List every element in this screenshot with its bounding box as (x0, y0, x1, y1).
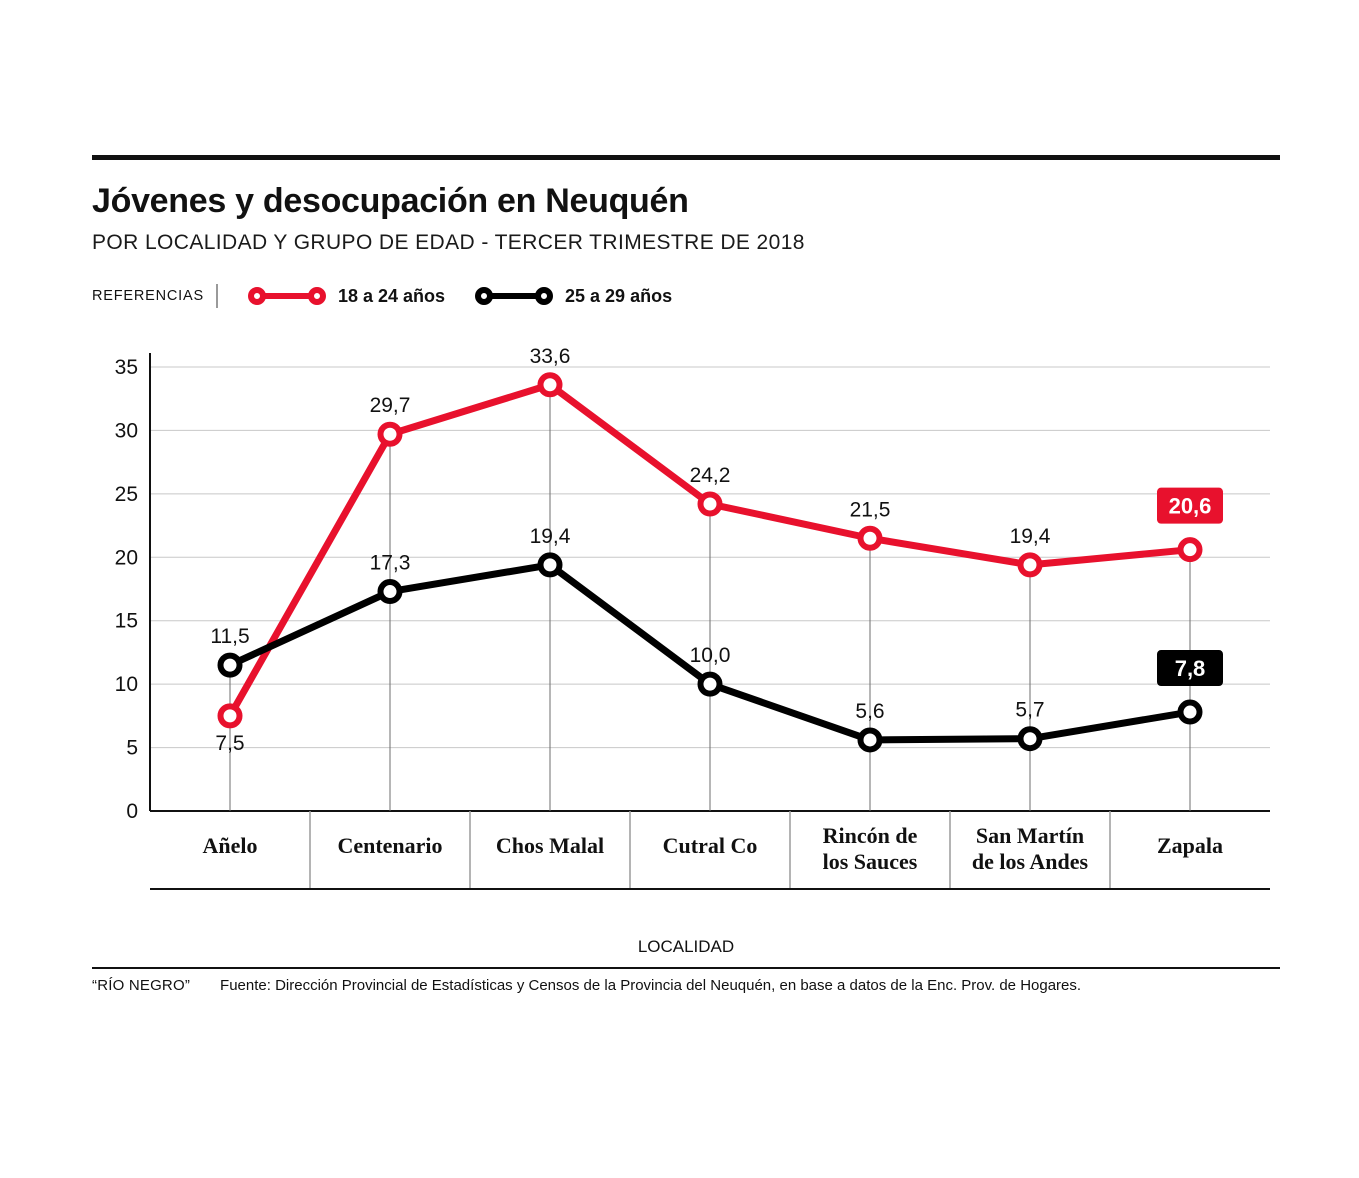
data-point (1181, 540, 1200, 559)
legend-marker-red-icon (248, 285, 326, 307)
data-point (1021, 555, 1040, 574)
data-label: 19,4 (529, 524, 571, 548)
top-divider (92, 155, 1280, 160)
data-point (701, 675, 720, 694)
data-point (1021, 729, 1040, 748)
y-axis-tick-label: 0 (126, 800, 138, 823)
data-label: 10,0 (689, 644, 731, 668)
data-label: 17,3 (369, 551, 411, 575)
data-label: 11,5 (210, 625, 250, 649)
y-axis-tick-label: 25 (114, 482, 138, 506)
x-axis-category-label: Añelo (202, 833, 258, 858)
x-axis-category-label: San Martín (975, 823, 1085, 848)
data-label: 20,6 (1168, 493, 1212, 519)
footer-divider (92, 967, 1280, 969)
data-point (381, 425, 400, 444)
data-point (221, 656, 240, 675)
x-axis-category-label: Chos Malal (495, 833, 605, 858)
data-point (541, 555, 560, 574)
plot-area (92, 331, 1280, 931)
legend-caption: REFERENCIAS (92, 284, 218, 308)
x-axis-category-label: Cutral Co (662, 833, 758, 858)
footer-source: Fuente: Dirección Provincial de Estadísticas y Censos de la Provincia del Neuquén, en base a datos de la Enc. Prov. de Hogares. (220, 977, 1082, 994)
data-point (861, 730, 880, 749)
x-axis-category-label: de los Andes (971, 849, 1089, 874)
x-axis-title: LOCALIDAD (637, 937, 735, 956)
x-axis-category-label: Rincón de (822, 823, 918, 848)
data-label: 24,2 (689, 464, 731, 488)
data-label: 33,6 (529, 344, 571, 368)
data-point (861, 529, 880, 548)
data-point (701, 495, 720, 514)
data-point (1181, 703, 1200, 722)
page-subtitle: POR LOCALIDAD Y GRUPO DE EDAD - TERCER TRIMESTRE DE 2018 (92, 231, 805, 254)
y-axis-tick-label: 20 (114, 546, 138, 570)
line-chart (92, 331, 1280, 931)
legend-item-18-24 (248, 285, 445, 307)
y-axis-tick-label: 15 (114, 609, 138, 633)
legend-marker-black-icon (475, 285, 553, 307)
data-label: 5,7 (1015, 698, 1045, 722)
data-point (381, 582, 400, 601)
data-point (221, 706, 240, 725)
y-axis-tick-label: 35 (114, 356, 138, 379)
data-label: 7,8 (1174, 656, 1206, 682)
x-axis-category-label: los Sauces (822, 849, 918, 874)
y-axis-tick-label: 10 (114, 673, 138, 697)
data-label: 19,4 (1009, 524, 1051, 548)
footer (92, 977, 1280, 994)
y-axis-tick-label: 30 (114, 419, 138, 443)
data-label: 21,5 (849, 498, 891, 522)
legend (92, 279, 1280, 313)
x-axis-category-label: Zapala (1156, 833, 1224, 858)
y-axis-tick-label: 5 (126, 736, 138, 760)
x-axis-category-label: Centenario (337, 833, 443, 858)
legend-item-label: 25 a 29 años (565, 285, 673, 306)
data-label: 29,7 (369, 394, 411, 418)
data-label: 7,5 (215, 731, 245, 755)
data-label: 5,6 (855, 699, 885, 723)
legend-item-25-29 (475, 285, 672, 307)
data-point (541, 375, 560, 394)
page-title: Jóvenes y desocupación en Neuquén (92, 182, 689, 220)
legend-item-label: 18 a 24 años (337, 285, 446, 306)
footer-brand: “RÍO NEGRO” (92, 977, 191, 994)
chart-card (92, 155, 1280, 994)
